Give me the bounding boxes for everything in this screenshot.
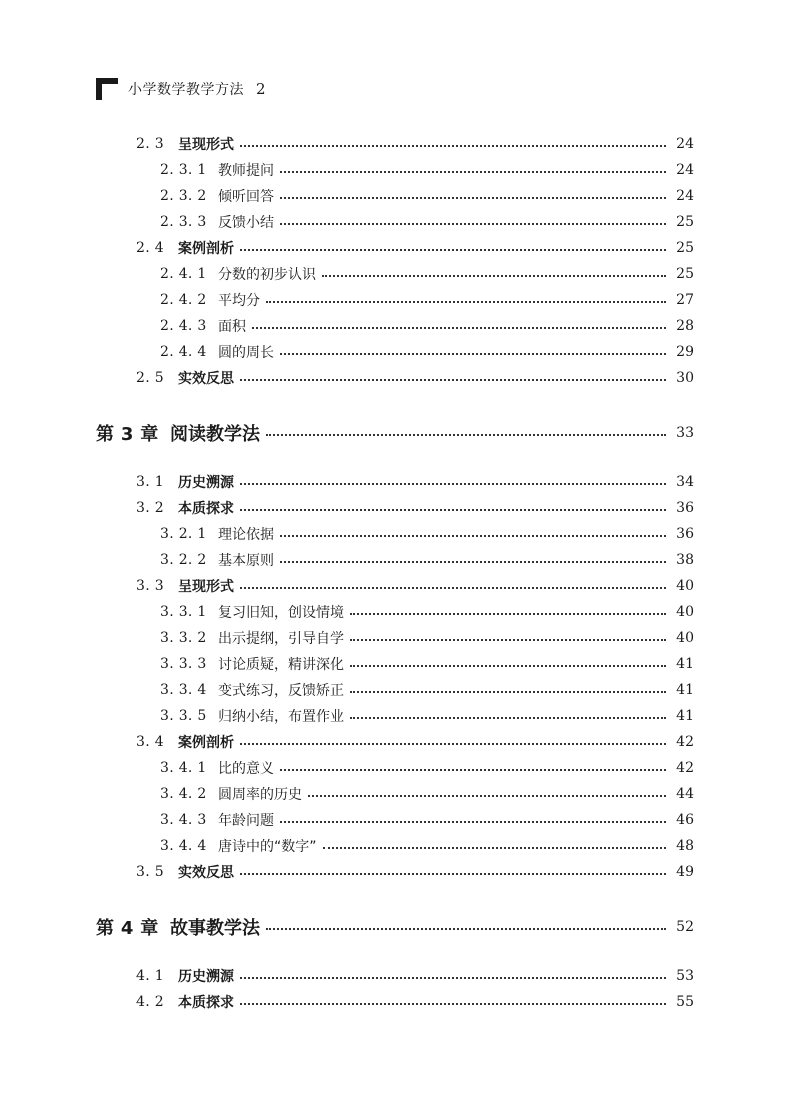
toc-entry-title: 唐诗中的“数字” [218, 839, 317, 855]
dot-leader [240, 249, 666, 251]
toc-entry-title: 分数的初步认识 [218, 267, 316, 283]
toc-entry-page: 36 [676, 526, 694, 542]
dot-leader [280, 769, 666, 771]
toc-entry-title: 基本原则 [218, 553, 274, 569]
toc-entry-page: 48 [676, 838, 694, 854]
dot-leader [240, 587, 666, 589]
toc-subsection-entry[interactable] [0, 262, 800, 286]
toc-entry-page: 40 [676, 578, 694, 594]
dot-leader [240, 145, 666, 147]
toc-entry-number: 3. 3 [136, 578, 164, 594]
toc-entry-title: 本质探求 [178, 995, 234, 1011]
dot-leader [240, 509, 666, 511]
toc-entry-page: 42 [676, 760, 694, 776]
toc-section-entry[interactable] [0, 574, 800, 598]
toc-entry-page: 41 [676, 708, 694, 724]
toc-entry-number: 2. 4. 2 [160, 292, 207, 308]
toc-entry-number: 3. 3. 5 [160, 708, 207, 724]
toc-entry-number: 2. 4 [136, 240, 164, 256]
toc-entry-page: 53 [676, 968, 694, 984]
toc-entry-page: 41 [676, 656, 694, 672]
dot-leader [240, 379, 666, 381]
toc-entry-page: 52 [676, 919, 694, 935]
dot-leader [280, 223, 666, 225]
toc-entry-title: 实效反思 [178, 865, 234, 881]
toc-entry-page: 25 [676, 214, 694, 230]
toc-entry-number: 3. 2 [136, 500, 164, 516]
toc-entry-page: 46 [676, 812, 694, 828]
toc-entry-number: 3. 5 [136, 864, 164, 880]
toc-entry-number: 2. 3 [136, 136, 164, 152]
toc-entry-number: 2. 4. 4 [160, 344, 207, 360]
toc-section-entry[interactable] [0, 236, 800, 260]
toc-section-entry[interactable] [0, 132, 800, 156]
dot-leader [266, 928, 666, 930]
toc-entry-number: 3. 3. 1 [160, 604, 207, 620]
corner-mark-icon [96, 78, 118, 100]
dot-leader [266, 434, 666, 436]
toc-entry-title: 面积 [218, 319, 246, 335]
toc-entry-title: 案例剖析 [178, 241, 234, 257]
toc-entry-title: 反馈小结 [218, 215, 274, 231]
toc-entry-number: 3. 2. 2 [160, 552, 207, 568]
dot-leader [350, 613, 666, 615]
toc-entry-title: 圆周率的历史 [218, 787, 302, 803]
toc-entry-page: 42 [676, 734, 694, 750]
running-header [96, 76, 266, 102]
toc-entry-number: 2. 3. 2 [160, 188, 207, 204]
dot-leader [280, 171, 666, 173]
toc-entry-number: 3. 2. 1 [160, 526, 207, 542]
toc-subsection-entry[interactable] [0, 652, 800, 676]
toc-entry-number: 2. 5 [136, 370, 164, 386]
dot-leader [280, 561, 666, 563]
dot-leader [266, 301, 666, 303]
toc-entry-title: 年龄问题 [218, 813, 274, 829]
toc-entry-title: 教师提问 [218, 163, 274, 179]
toc-section-entry[interactable] [0, 990, 800, 1014]
toc-entry-title: 变式练习，反馈矫正 [218, 683, 344, 699]
toc-entry-number: 3. 4. 1 [160, 760, 207, 776]
toc-entry-page: 40 [676, 630, 694, 646]
toc-entry-page: 24 [676, 188, 694, 204]
toc-section-entry[interactable] [0, 730, 800, 754]
toc-entry-title: 出示提纲，引导自学 [218, 631, 344, 647]
dot-leader [280, 353, 666, 355]
toc-subsection-entry[interactable] [0, 600, 800, 624]
toc-entry-number: 3. 4 [136, 734, 164, 750]
toc-entry-page: 40 [676, 604, 694, 620]
toc-entry-title: 实效反思 [178, 371, 234, 387]
toc-entry-number: 2. 3. 1 [160, 162, 207, 178]
toc-entry-page: 29 [676, 344, 694, 360]
toc-entry-number: 2. 4. 1 [160, 266, 207, 282]
toc-entry-number: 3. 3. 4 [160, 682, 207, 698]
toc-section-entry[interactable] [0, 496, 800, 520]
toc-entry-number: 4. 2 [136, 994, 164, 1010]
toc-entry-page: 24 [676, 162, 694, 178]
toc-subsection-entry[interactable] [0, 340, 800, 364]
toc-entry-title: 历史溯源 [178, 969, 234, 985]
dot-leader [252, 327, 666, 329]
toc-entry-title: 倾听回答 [218, 189, 274, 205]
toc-entry-page: 28 [676, 318, 694, 334]
dot-leader [322, 275, 666, 277]
toc-entry-title: 复习旧知，创设情境 [218, 605, 344, 621]
dot-leader [280, 821, 666, 823]
toc-entry-page: 33 [676, 425, 694, 441]
toc-entry-number: 3. 3. 2 [160, 630, 207, 646]
toc-subsection-entry[interactable] [0, 288, 800, 312]
toc-entry-page: 38 [676, 552, 694, 568]
toc-subsection-entry[interactable] [0, 626, 800, 650]
dot-leader [240, 873, 666, 875]
toc-entry-number: 2. 3. 3 [160, 214, 207, 230]
toc-entry-title: 讨论质疑，精讲深化 [218, 657, 344, 673]
toc-subsection-entry[interactable] [0, 678, 800, 702]
dot-leader [350, 717, 666, 719]
toc-entry-number: 3. 4. 4 [160, 838, 207, 854]
header-page-number: 2 [256, 80, 266, 98]
toc-entry-number: 3. 1 [136, 474, 164, 490]
toc-subsection-entry[interactable] [0, 314, 800, 338]
dot-leader [323, 847, 666, 849]
toc-entry-page: 34 [676, 474, 694, 490]
dot-leader [280, 535, 666, 537]
dot-leader [240, 1003, 666, 1005]
toc-entry-number: 2. 4. 3 [160, 318, 207, 334]
toc-entry-title: 阅读教学法 [170, 424, 260, 445]
toc-subsection-entry[interactable] [0, 704, 800, 728]
toc-subsection-entry[interactable] [0, 184, 800, 208]
toc-section-entry[interactable] [0, 366, 800, 390]
toc-entry-title: 归纳小结，布置作业 [218, 709, 344, 725]
dot-leader [308, 795, 666, 797]
toc-entry-number: 第 4 章 [96, 918, 159, 939]
toc-subsection-entry[interactable] [0, 834, 800, 858]
toc-entry-title: 理论依据 [218, 527, 274, 543]
toc-subsection-entry[interactable] [0, 158, 800, 182]
toc-entry-number: 3. 4. 3 [160, 812, 207, 828]
dot-leader [240, 977, 666, 979]
toc-entry-page: 49 [676, 864, 694, 880]
toc-chapter-entry[interactable] [0, 912, 800, 942]
toc-entry-page: 36 [676, 500, 694, 516]
toc-entry-title: 比的意义 [218, 761, 274, 777]
toc-chapter-entry[interactable] [0, 418, 800, 448]
toc-entry-title: 平均分 [218, 293, 260, 309]
toc-entry-number: 第 3 章 [96, 424, 159, 445]
toc-entry-title: 圆的周长 [218, 345, 274, 361]
toc-entry-page: 25 [676, 266, 694, 282]
toc-entry-page: 44 [676, 786, 694, 802]
toc-subsection-entry[interactable] [0, 756, 800, 780]
dot-leader [240, 743, 666, 745]
dot-leader [280, 197, 666, 199]
toc-section-entry[interactable] [0, 964, 800, 988]
toc-entry-title: 本质探求 [178, 501, 234, 517]
dot-leader [240, 483, 666, 485]
toc-entry-title: 呈现形式 [178, 579, 234, 595]
header-title: 小学数学教学方法 [128, 82, 244, 98]
toc-entry-page: 27 [676, 292, 694, 308]
toc-section-entry[interactable] [0, 860, 800, 884]
dot-leader [350, 665, 666, 667]
toc-subsection-entry[interactable] [0, 548, 800, 572]
toc-entry-title: 故事教学法 [170, 918, 260, 939]
dot-leader [350, 691, 666, 693]
toc-subsection-entry[interactable] [0, 210, 800, 234]
toc-entry-title: 呈现形式 [178, 137, 234, 153]
toc-entry-title: 案例剖析 [178, 735, 234, 751]
dot-leader [350, 639, 666, 641]
toc-section-entry[interactable] [0, 470, 800, 494]
toc-entry-page: 41 [676, 682, 694, 698]
toc-entry-page: 30 [676, 370, 694, 386]
toc-subsection-entry[interactable] [0, 522, 800, 546]
toc-subsection-entry[interactable] [0, 782, 800, 806]
toc-entry-page: 25 [676, 240, 694, 256]
toc-entry-title: 历史溯源 [178, 475, 234, 491]
toc-entry-page: 55 [676, 994, 694, 1010]
toc-entry-number: 3. 3. 3 [160, 656, 207, 672]
toc-entry-number: 4. 1 [136, 968, 164, 984]
toc-entry-page: 24 [676, 136, 694, 152]
toc-subsection-entry[interactable] [0, 808, 800, 832]
toc-entry-number: 3. 4. 2 [160, 786, 207, 802]
